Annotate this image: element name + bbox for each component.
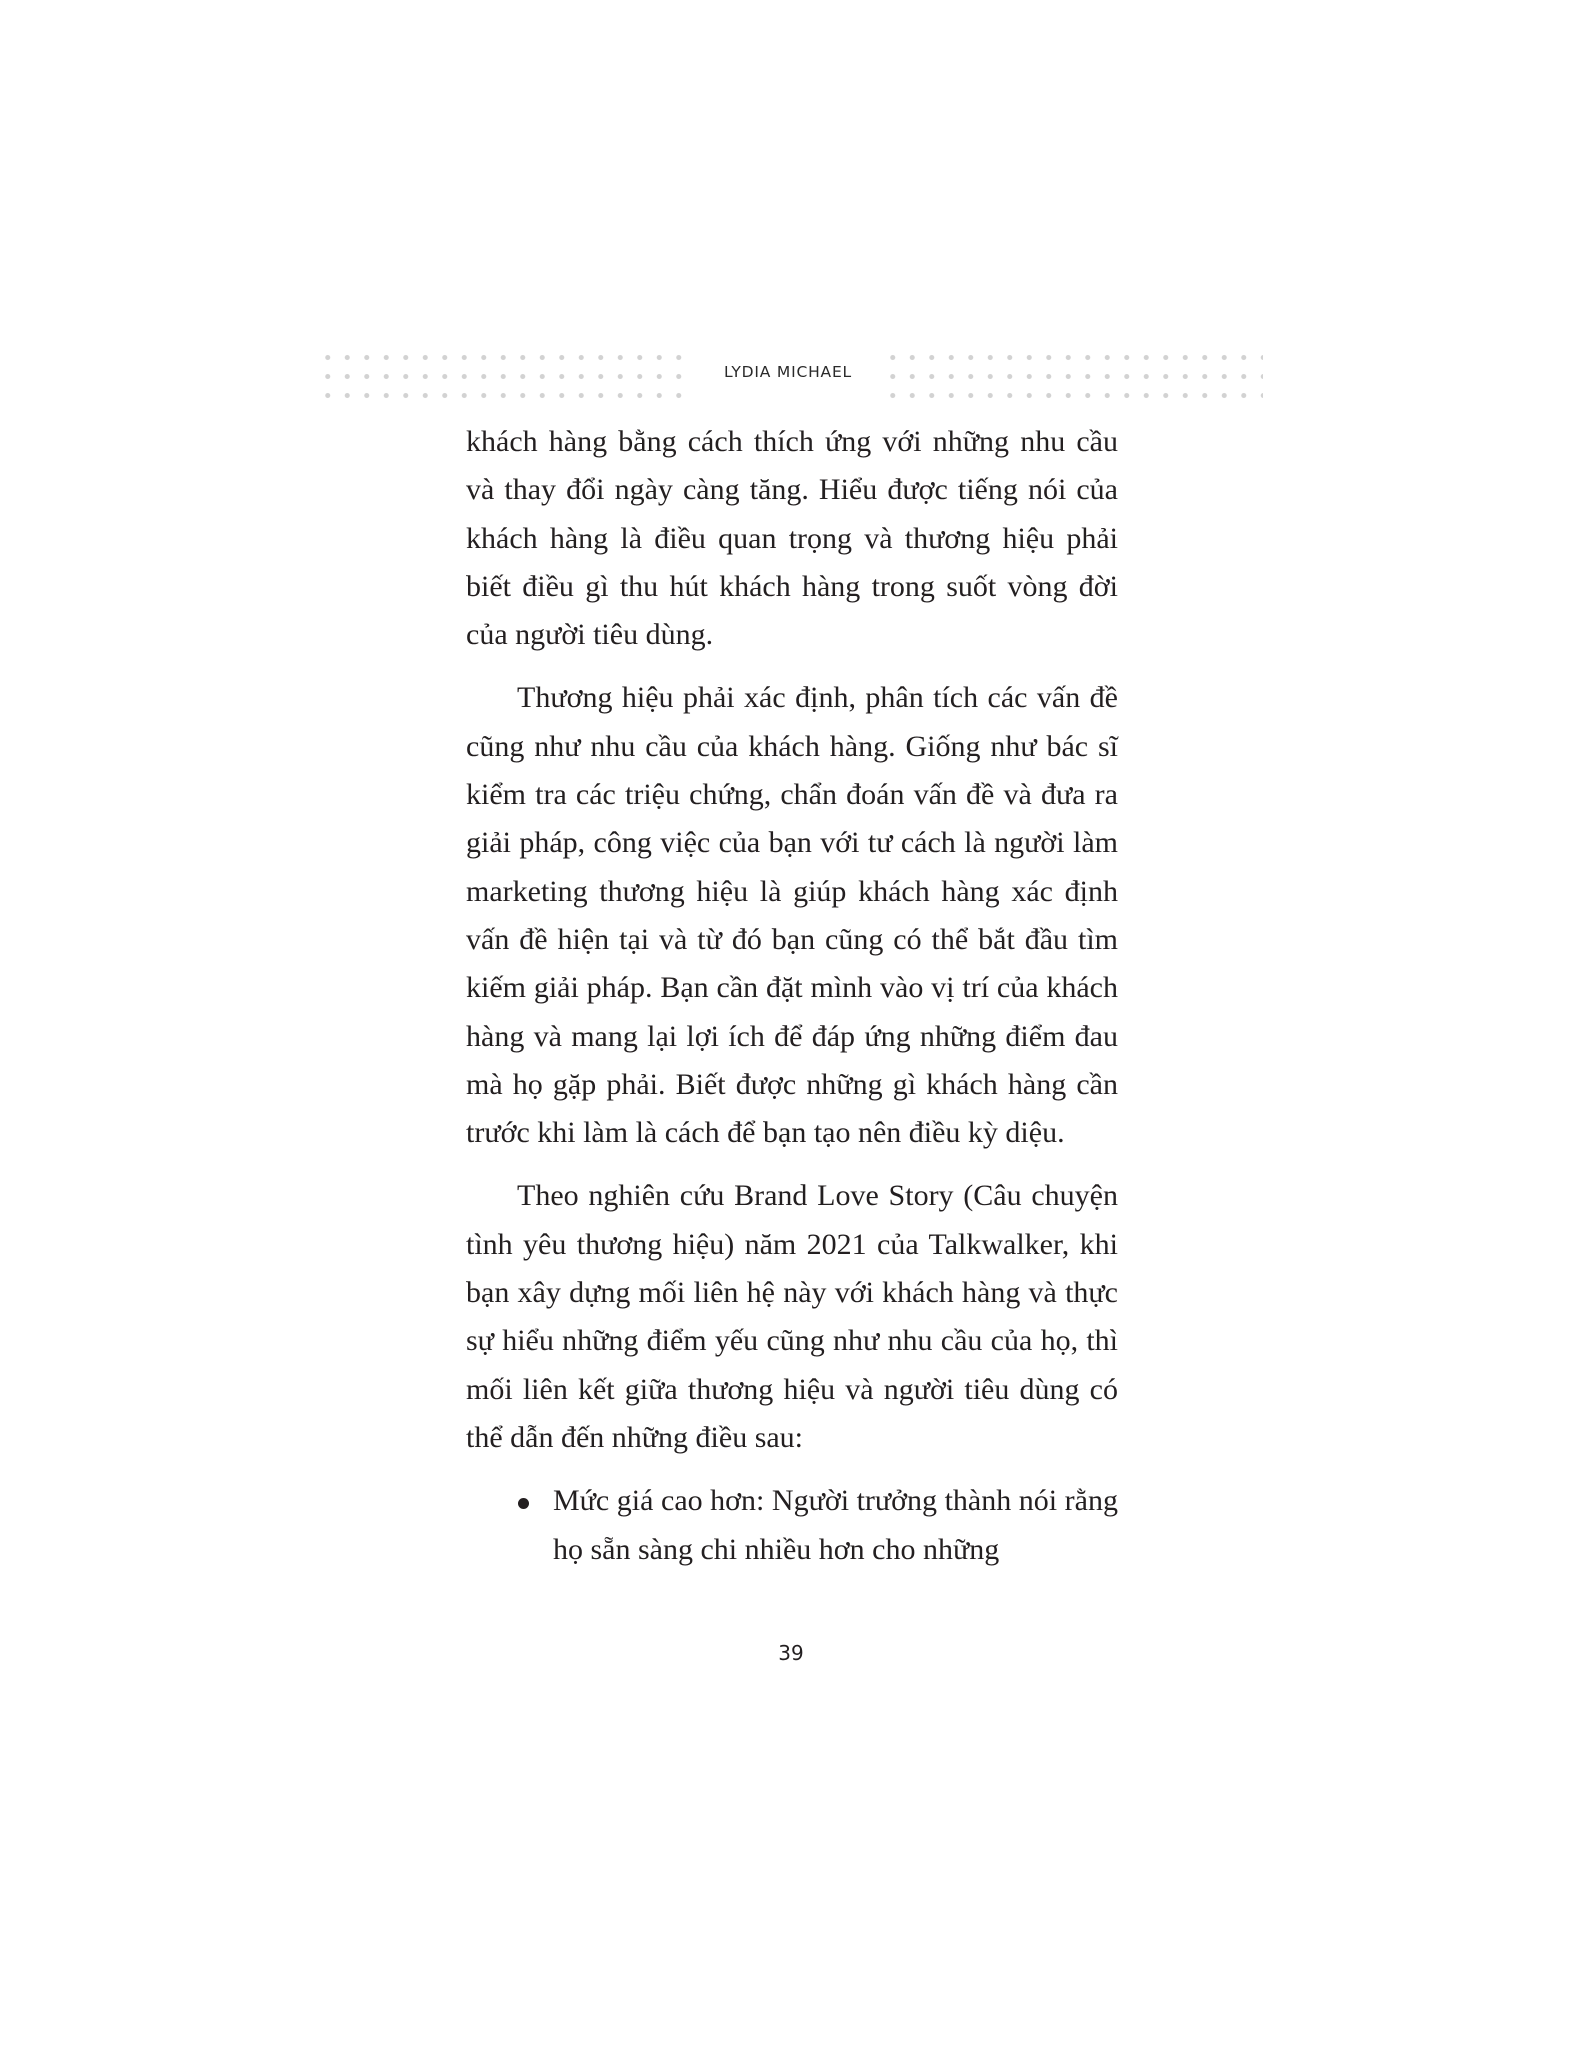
- list-item-text: Mức giá cao hơn: Người trưởng thành nói rằng họ sẵn sàng chi nhiều hơn cho những: [553, 1484, 1118, 1566]
- bullet-dot-icon: [518, 1498, 529, 1509]
- running-header: [318, 348, 1263, 400]
- body-text: [466, 418, 1118, 1574]
- page-number: 39: [778, 1641, 804, 1665]
- paragraph-brand-love-story: Theo nghiên cứu Brand Love Story (Câu chuyện tình yêu thương hiệu) năm 2021 của Talkwalker, khi bạn xây dựng mối liên hệ này với khách hàng và thực sự hiểu những điểm yếu cũng như nhu cầu của họ, thì mối liên kết giữa thương hiệu và người tiêu dùng có thể dẫn đến những điều sau:: [466, 1179, 1118, 1454]
- running-head-author: LYDIA MICHAEL: [724, 363, 852, 381]
- paragraph-brand-analysis: Thương hiệu phải xác định, phân tích các vấn đề cũng như nhu cầu của khách hàng. Giống như bác sĩ kiểm tra các triệu chứng, chẩn đoán vấn đề và đưa ra giải pháp, công việc của bạn với tư cách là người làm marketing thương hiệu là giúp khách hàng xác định vấn đề hiện tại và từ đó bạn cũng có thể bắt đầu tìm kiếm giải pháp. Bạn cần đặt mình vào vị trí của khách hàng và mang lại lợi ích để đáp ứng những điểm đau mà họ gặp phải. Biết được những gì khách hàng cần trước khi làm là cách để bạn tạo nên điều kỳ diệu.: [466, 681, 1118, 1150]
- bullet-list: [466, 1477, 1118, 1574]
- header-dot-pattern-left: [318, 348, 693, 400]
- paragraph-continued: khách hàng bằng cách thích ứng với những nhu cầu và thay đổi ngày càng tăng. Hiểu được tiếng nói của khách hàng là điều quan trọng và thương hiệu phải biết điều gì thu hút khách hàng trong suốt vòng đời của người tiêu dùng.: [466, 425, 1118, 652]
- header-dot-pattern-right: [883, 348, 1263, 400]
- list-item: [466, 1477, 1118, 1574]
